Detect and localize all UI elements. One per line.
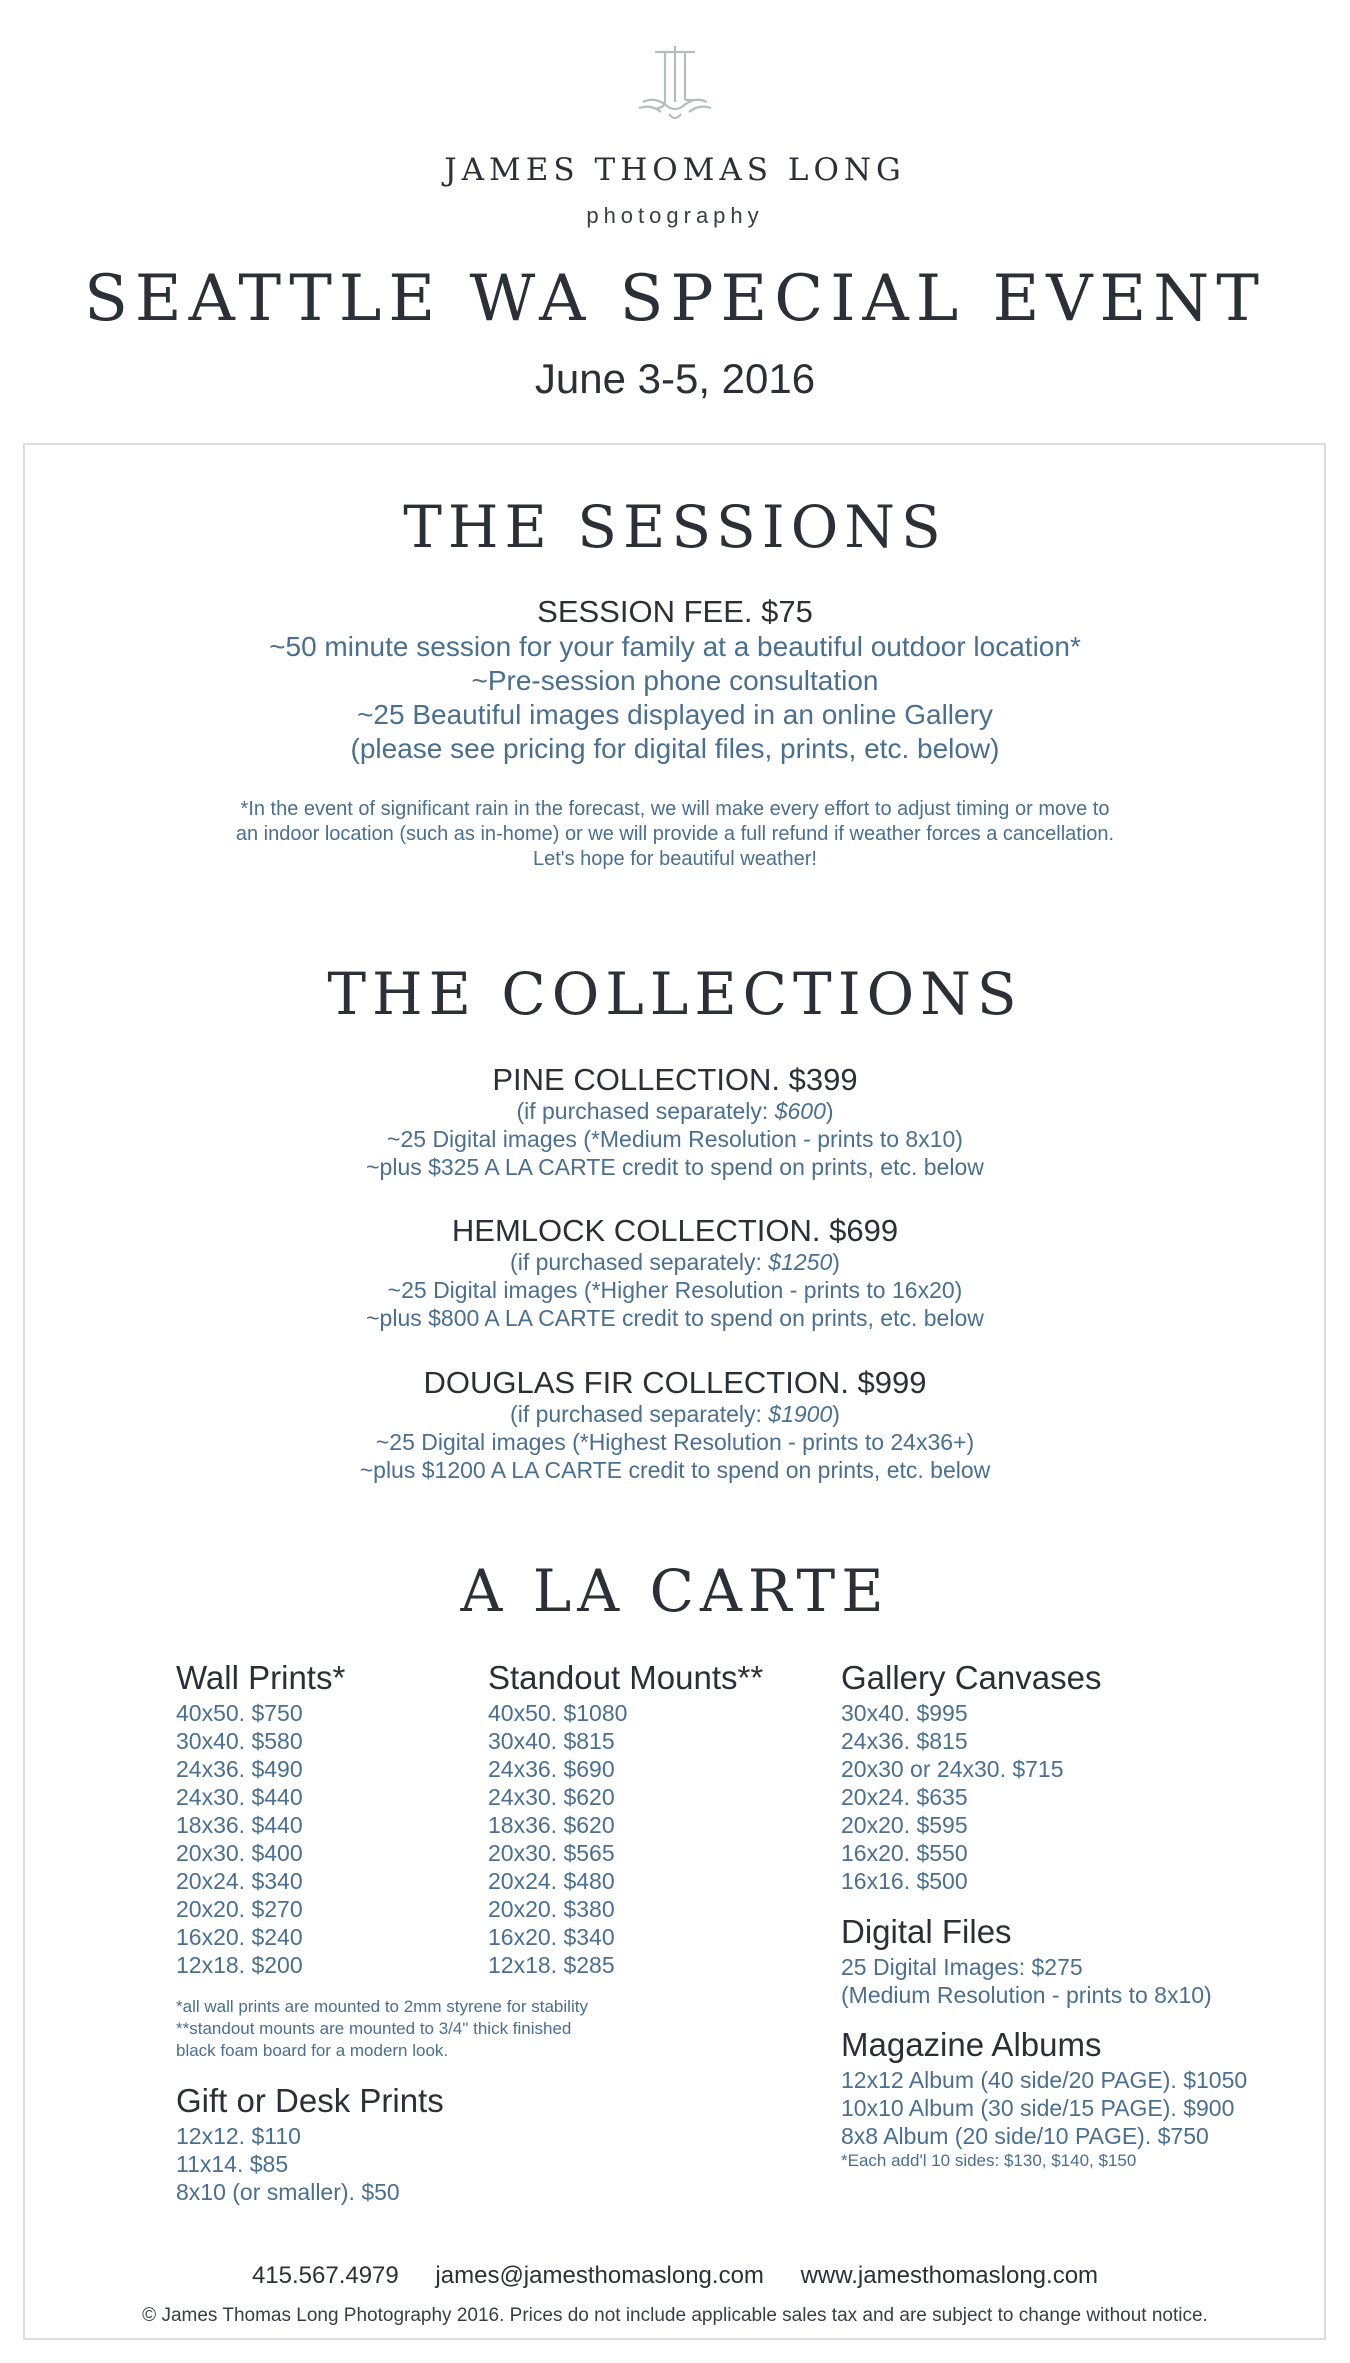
collections-title: THE COLLECTIONS [327, 960, 1023, 1028]
wall-prints-heading: Wall Prints* [176, 1659, 346, 1696]
price-item: 16x16. $500 [841, 1868, 968, 1894]
standout-mounts-heading: Standout Mounts** [488, 1659, 764, 1696]
price-item: 16x20. $550 [841, 1840, 968, 1866]
price-item: 20x20. $380 [488, 1896, 615, 1922]
session-detail: ~25 Beautiful images displayed in an online Gallery [357, 699, 993, 730]
mount-note-line: *all wall prints are mounted to 2mm styrene for stability [176, 1997, 588, 2016]
jtl-monogram-logo-icon [625, 38, 725, 128]
email-link[interactable]: james@jamesthomaslong.com [435, 2262, 764, 2289]
session-detail: ~50 minute session for your family at a beautiful outdoor location* [269, 631, 1081, 662]
price-item: 30x40. $580 [176, 1728, 303, 1754]
magazine-albums-heading: Magazine Albums [841, 2026, 1102, 2063]
price-item: 20x24. $340 [176, 1868, 303, 1894]
session-fee: SESSION FEE. $75 [537, 594, 813, 629]
sessions-title: THE SESSIONS [403, 493, 947, 561]
weather-note-line: *In the event of significant rain in the forecast, we will make every effort to adjust timing or move to [240, 798, 1110, 820]
collection-name: PINE COLLECTION. $399 [492, 1062, 858, 1097]
mount-note-line: black foam board for a modern look. [176, 2041, 449, 2060]
price-item: 40x50. $1080 [488, 1700, 628, 1726]
price-item: 12x12 Album (40 side/20 PAGE). $1050 [841, 2067, 1248, 2093]
website-link[interactable]: www.jamesthomaslong.com [800, 2262, 1099, 2289]
price-item: 40x50. $750 [176, 1700, 303, 1726]
price-item: 12x12. $110 [176, 2123, 301, 2149]
collection-separate-price: (if purchased separately: $1900) [510, 1401, 840, 1427]
price-item: 20x24. $480 [488, 1868, 615, 1894]
session-detail: (please see pricing for digital files, prints, etc. below) [350, 733, 1000, 764]
brand-name: JAMES THOMAS LONG [444, 152, 906, 188]
price-item: 8x10 (or smaller). $50 [176, 2179, 400, 2205]
mount-notes [176, 1996, 588, 2062]
collection-name: DOUGLAS FIR COLLECTION. $999 [423, 1365, 927, 1400]
collection-separate-price: (if purchased separately: $1250) [510, 1249, 840, 1275]
collection-digital: ~25 Digital images (*Highest Resolution - prints to 24x36+) [375, 1429, 975, 1455]
magazine-albums-list [841, 2066, 1247, 2150]
price-item: 24x36. $815 [841, 1728, 968, 1754]
price-item: 16x20. $340 [488, 1924, 615, 1950]
alacarte-title: A LA CARTE [460, 1557, 890, 1625]
event-title: SEATTLE WA SPECIAL EVENT [84, 262, 1266, 336]
collection-credit: ~plus $1200 A LA CARTE credit to spend on prints, etc. below [359, 1457, 991, 1483]
price-item: 18x36. $440 [176, 1812, 303, 1838]
collection-separate-price: (if purchased separately: $600) [516, 1098, 834, 1124]
gallery-canvases-heading: Gallery Canvases [841, 1659, 1102, 1696]
digital-files-heading: Digital Files [841, 1913, 1012, 1950]
event-date: June 3-5, 2016 [534, 355, 816, 402]
gift-prints-list [176, 2122, 400, 2206]
session-detail: ~Pre-session phone consultation [471, 665, 879, 696]
digital-files-list [841, 1953, 1212, 2009]
price-item: 20x20. $595 [841, 1812, 968, 1838]
price-item: (Medium Resolution - prints to 8x10) [841, 1982, 1212, 2008]
price-item: 20x20. $270 [176, 1896, 303, 1922]
price-item: 30x40. $995 [841, 1700, 968, 1726]
price-item: 25 Digital Images: $275 [841, 1954, 1083, 1980]
price-item: 24x36. $690 [488, 1756, 615, 1782]
price-item: 20x30. $400 [176, 1840, 303, 1866]
collection-name: HEMLOCK COLLECTION. $699 [451, 1213, 899, 1248]
price-item: 8x8 Album (20 side/10 PAGE). $750 [841, 2123, 1209, 2149]
price-item: 16x20. $240 [176, 1924, 303, 1950]
price-item: 12x18. $200 [176, 1952, 303, 1978]
price-item: 24x36. $490 [176, 1756, 303, 1782]
price-item: 30x40. $815 [488, 1728, 615, 1754]
price-item: 24x30. $620 [488, 1784, 615, 1810]
price-item: 24x30. $440 [176, 1784, 303, 1810]
contact-line [0, 2262, 1350, 2290]
standout-mounts-list [488, 1699, 627, 1979]
price-item: 10x10 Album (30 side/15 PAGE). $900 [841, 2095, 1235, 2121]
price-item: 18x36. $620 [488, 1812, 615, 1838]
brand-subtitle: photography [586, 203, 764, 228]
price-item: 12x18. $285 [488, 1952, 615, 1978]
collection-digital: ~25 Digital images (*Medium Resolution - prints to 8x10) [387, 1126, 963, 1152]
price-item: 20x24. $635 [841, 1784, 968, 1810]
collection-credit: ~plus $325 A LA CARTE credit to spend on prints, etc. below [366, 1154, 984, 1180]
weather-note-line: an indoor location (such as in-home) or we will provide a full refund if weather forces a cancellation. [235, 823, 1115, 845]
price-item: 20x30. $565 [488, 1840, 615, 1866]
wall-prints-list [176, 1699, 303, 1979]
collection-credit: ~plus $800 A LA CARTE credit to spend on prints, etc. below [366, 1305, 984, 1331]
phone-number[interactable]: 415.567.4979 [251, 2262, 399, 2289]
copyright-notice: © James Thomas Long Photography 2016. Prices do not include applicable sales tax and are subject to change without notice. [142, 2305, 1208, 2326]
gift-prints-heading: Gift or Desk Prints [176, 2082, 444, 2119]
weather-note-line: Let's hope for beautiful weather! [532, 848, 817, 870]
collection-digital: ~25 Digital images (*Higher Resolution - prints to 16x20) [387, 1277, 963, 1303]
price-item: 20x30 or 24x30. $715 [841, 1756, 1064, 1782]
price-item: 11x14. $85 [176, 2151, 289, 2177]
gallery-canvases-list [841, 1699, 1064, 1895]
mount-note-line: **standout mounts are mounted to 3/4" thick finished [176, 2019, 572, 2038]
album-note: *Each add'l 10 sides: $130, $140, $150 [841, 2151, 1137, 2170]
